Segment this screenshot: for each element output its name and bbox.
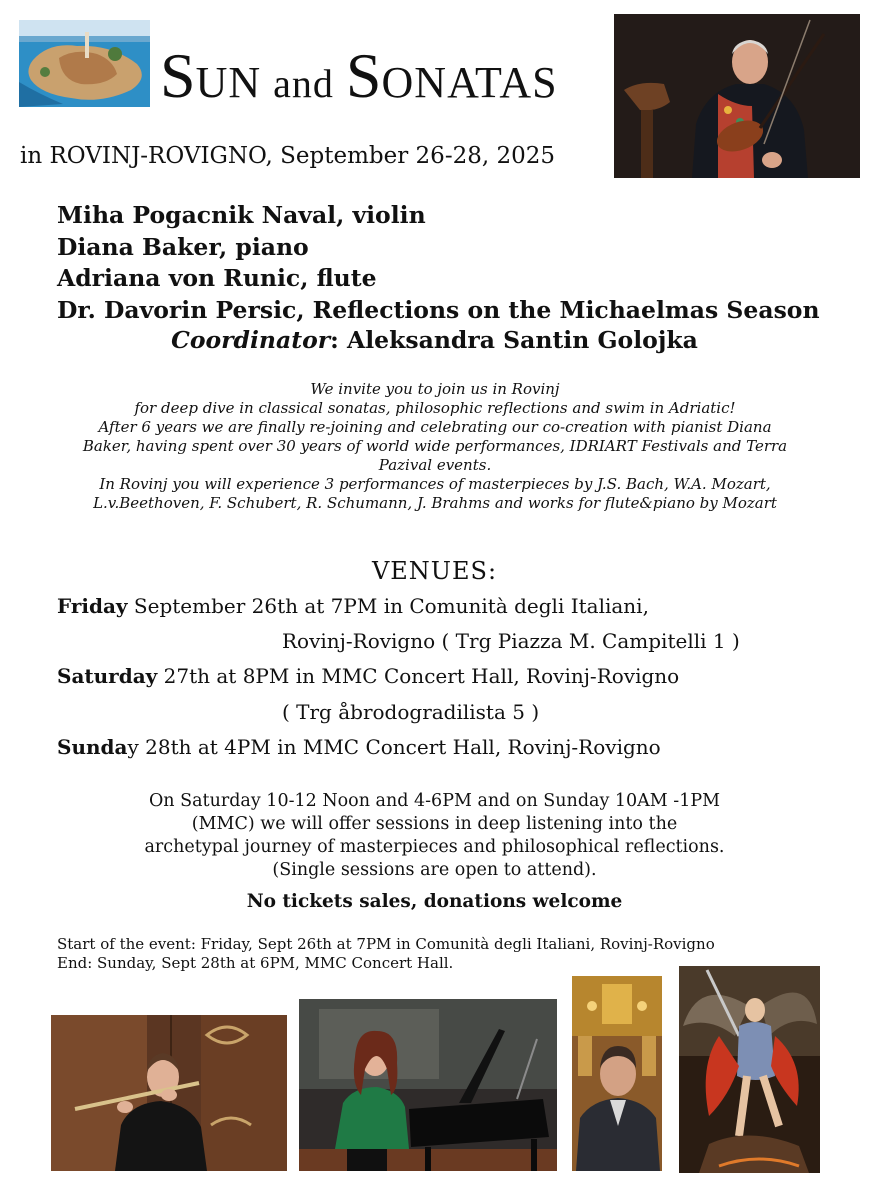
rovinj-aerial-photo [19,20,150,107]
venue-day: Friday [57,594,128,618]
sessions-line: On Saturday 10-12 Noon and 4-6PM and on Sunday 10AM -1PM [148,791,721,811]
invitation-line: L.v.Beethoven, F. Schubert, R. Schumann, J. Brahms and works for flute&piano by Mozart [93,494,777,512]
archangel-michael-painting [679,966,820,1173]
violinist-portrait-photo [614,14,860,178]
event-start: Start of the event: Friday, Sept 26th at 7PM in Comunità degli Italiani, Rovinj-Rovigno [57,935,715,953]
donations-note: No tickets sales, donations welcome [246,891,623,912]
venue-day: Sunda [57,735,128,759]
sessions-line: (Single sessions are open to attend). [272,860,597,880]
speaker-portrait-photo [572,976,662,1171]
event-title [160,40,610,120]
coordinator-name: Aleksandra Santin Golojka [347,326,698,354]
invitation-line: In Rovinj you will experience 3 performances of masterpieces by J.S. Bach, W.A. Mozart, [99,475,771,493]
venue-saturday [57,664,679,688]
sessions-paragraph [60,790,809,882]
venue-details: September 26th at 7PM in Comunità degli Italiani, [127,594,649,618]
invitation-paragraph [40,380,830,513]
venue-friday-address: Rovinj-Rovigno ( Trg Piazza M. Campitelli 1 ) [282,629,740,653]
venue-friday [57,594,649,618]
invitation-line: We invite you to join us in Rovinj [310,380,560,398]
performer-item: Diana Baker, piano [57,232,309,261]
venue-day-suffix: y [127,735,139,759]
title-connector: and [273,61,334,106]
event-end: End: Sunday, Sept 28th at 6PM, MMC Concert Hall. [57,954,454,972]
invitation-line: Baker, having spent over 30 years of world wide performances, IDRIART Festivals and Terra [82,437,788,455]
invitation-line: After 6 years we are finally re-joining and celebrating our co-creation with pianist Diana [98,418,772,436]
venue-day: Saturday [57,664,158,688]
venue-sunday [57,735,661,759]
title-word-rest-2: ONATAS [381,58,558,107]
event-location-dates: in ROVINJ-ROVIGNO, September 26-28, 2025 [20,143,556,169]
sessions-line: (MMC) we will offer sessions in deep listening into the [191,814,678,834]
title-initial-2: S [345,40,382,111]
title-initial: S [160,40,196,111]
venues-heading: VENUES: [371,557,498,585]
performer-item: Adriana von Runic, flute [57,264,377,292]
flutist-photo [51,1015,287,1171]
venue-details: 28th at 4PM in MMC Concert Hall, Rovinj-Rovigno [138,735,661,759]
coordinator-label: Coordinator [171,326,331,354]
pianist-photo [299,999,557,1171]
invitation-line: for deep dive in classical sonatas, philosophic reflections and swim in Adriatic! [134,399,736,417]
invitation-line: Pazival events. [378,456,492,474]
performer-item: Dr. Davorin Persic, Reflections on the Michaelmas Season [57,295,820,324]
coordinator-line [0,326,869,354]
performer-item: Miha Pogacnik Naval, violin [57,201,426,229]
sessions-line: archetypal journey of masterpieces and philosophical reflections. [144,837,725,857]
venue-details: 27th at 8PM in MMC Concert Hall, Rovinj-Rovigno [157,664,680,688]
venue-saturday-address: ( Trg åbrodogradilista 5 ) [282,700,540,724]
title-word-rest: UN [195,58,262,107]
coordinator-separator: : [330,326,347,354]
performer-list [57,200,847,326]
